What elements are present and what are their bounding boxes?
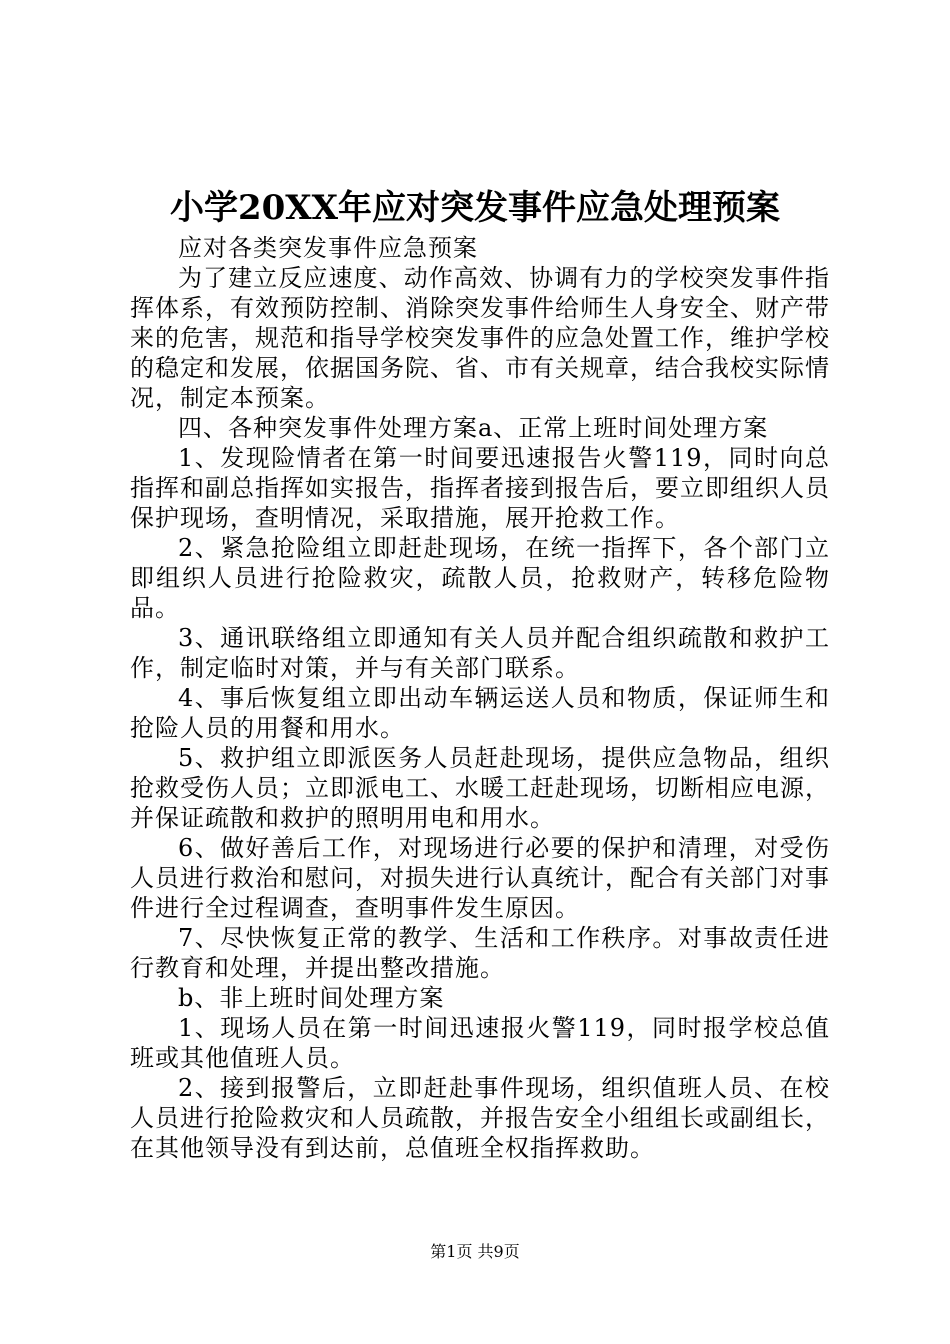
- paragraph-b-item-1: 1、现场人员在第一时间迅速报火警119，同时报学校总值班或其他值班人员。: [130, 1014, 830, 1072]
- paragraph-item-5: 5、救护组立即派医务人员赶赴现场，提供应急物品，组织抢救受伤人员；立即派电工、水暖工赶赴现场，切断相应电源，并保证疏散和救护的照明用电和用水。: [130, 744, 830, 832]
- paragraph-item-3: 3、通讯联络组立即通知有关人员并配合组织疏散和救护工作，制定临时对策，并与有关部门联系。: [130, 624, 830, 682]
- paragraph-subsection-heading: b、非上班时间处理方案: [178, 984, 445, 1012]
- paragraph-subtitle: 应对各类突发事件应急预案: [178, 234, 478, 262]
- paragraph-item-7: 7、尽快恢复正常的教学、生活和工作秩序。对事故责任进行教育和处理，并提出整改措施。: [130, 924, 830, 982]
- paragraph-section-heading: 四、各种突发事件处理方案a、正常上班时间处理方案: [178, 414, 769, 442]
- document-title: 小学20XX年应对突发事件应急处理预案: [169, 188, 781, 228]
- paragraph-item-4: 4、事后恢复组立即出动车辆运送人员和物质，保证师生和抢险人员的用餐和用水。: [130, 684, 830, 742]
- paragraph-item-2: 2、紧急抢险组立即赶赴现场，在统一指挥下，各个部门立即组织人员进行抢险救灾，疏散人员，抢救财产，转移危险物品。: [130, 534, 830, 622]
- page-footer: 第1页 共9页: [430, 1242, 520, 1261]
- paragraph-item-1: 1、发现险情者在第一时间要迅速报告火警119，同时向总指挥和副总指挥如实报告，指挥者接到报告后，要立即组织人员保护现场，查明情况，采取措施，展开抢救工作。: [130, 444, 830, 532]
- paragraph-intro: 为了建立反应速度、动作高效、协调有力的学校突发事件指挥体系，有效预防控制、消除突发事件给师生人身安全、财产带来的危害，规范和指导学校突发事件的应急处置工作，维护学校的稳定和发展，依据国务院、省、市有关规章，结合我校实际情况，制定本预案。: [130, 264, 830, 412]
- paragraph-b-item-2: 2、接到报警后，立即赶赴事件现场，组织值班人员、在校人员进行抢险救灾和人员疏散，并报告安全小组组长或副组长，在其他领导没有到达前，总值班全权指挥救助。: [130, 1074, 830, 1162]
- paragraph-item-6: 6、做好善后工作，对现场进行必要的保护和清理，对受伤人员进行救治和慰问，对损失进行认真统计，配合有关部门对事件进行全过程调查，查明事件发生原因。: [130, 834, 830, 922]
- document-body: [130, 233, 830, 1163]
